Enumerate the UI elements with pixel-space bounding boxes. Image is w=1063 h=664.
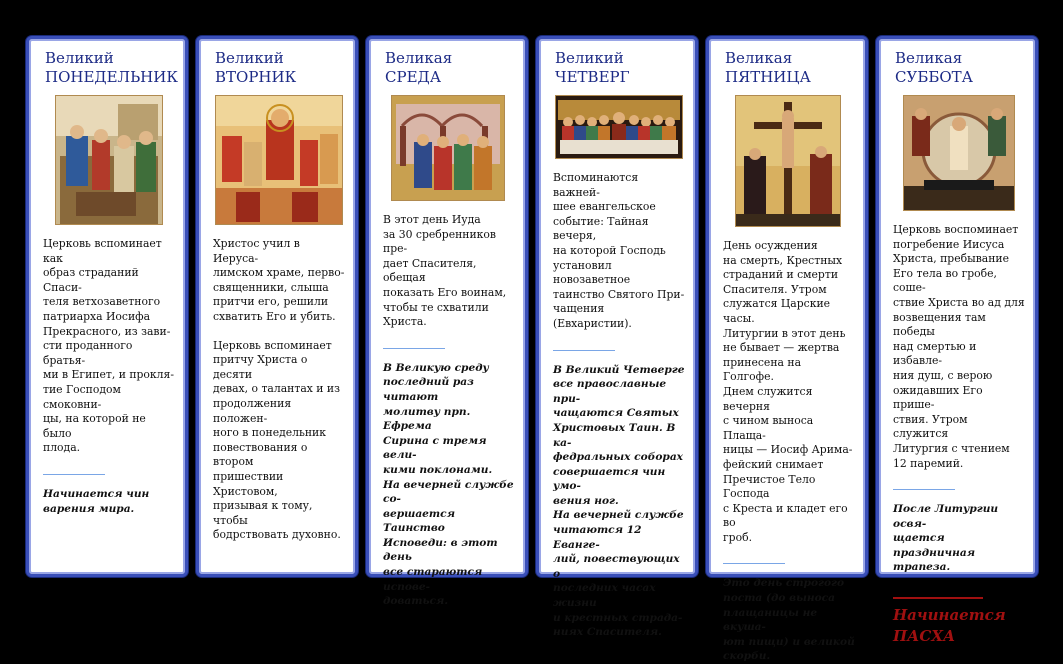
day-card-thursday — [536, 36, 698, 639]
judas-icon-image — [391, 95, 505, 201]
day-note: В Великую среду последний раз читают молитву прп. Ефрема Сирина с тремя вели- кими поклонами. На вечерней службе со- вершается Таинство Исповеди: в этот день все стараются испове- доваться. — [383, 361, 514, 608]
day-description: Церковь вспоминает как образ страданий Спаси- теля ветхозаветного патриарха Иосифа Прекрасного, из зави- сти проданного братья- ми в Египет, и прокля- тие Господом смоковни- цы, на которой не было плода. — [43, 237, 174, 455]
day-title: Великая ПЯТНИЦА — [725, 49, 811, 86]
day-note: Это день строгого поста (до выноса плащаницы не вкуша- ют пищи) и великой скорби. — [723, 577, 855, 663]
separator — [43, 474, 105, 475]
day-title: Великая СРЕДА — [385, 49, 453, 86]
day-title: Великий ПОНЕДЕЛЬНИК — [45, 49, 178, 86]
descent-into-hell-icon-image — [903, 95, 1015, 211]
day-title: Великая СУББОТА — [895, 49, 974, 86]
day-card-wednesday — [366, 36, 528, 608]
day-description: День осуждения на смерть, Крестных страданий и смерти Спасителя. Утром служатся Царские часы. Литургии в этот день не бывает — жертва принесена на Голгофе. Днем служится вечерня с чином выноса Плаща- ницы — Иосиф Арима- фейский снимает Пречистое Тело Господа с Креста и кладет его во гроб. — [723, 239, 853, 544]
separator — [383, 348, 445, 349]
separator — [893, 489, 955, 490]
day-description: Вспоминаются важней- шее евангельское событие: Тайная вечеря, на которой Господь установил новозаветное таинство Святого При- чащения (Евхаристии). — [553, 171, 685, 330]
joseph-icon-image — [55, 95, 163, 225]
separator — [723, 563, 785, 564]
crucifixion-icon-image — [735, 95, 841, 227]
easter-separator — [893, 597, 983, 599]
day-note: Начинается чин варения мира. — [43, 487, 150, 515]
christ-teaching-icon-image — [215, 95, 343, 225]
day-description: В этот день Иуда за 30 сребренников пре- дает Спасителя, обещая показать Его воинам, чтобы те схватили Христа. — [383, 213, 507, 329]
day-card-friday — [706, 36, 868, 663]
day-note: После Литургии освя- щается праздничная трапеза. — [893, 503, 999, 574]
day-note: В Великий Четверге все православные при- чащаются Святых Христовых Таин. В ка- федральных соборах совершается чин умо- вения ног. На вечерней службе читаются 12 Еванге- лий, повествующих о последних часах жизни и крестных страда- ниях Спасителя. — [553, 363, 685, 639]
day-card-tuesday — [196, 36, 358, 577]
easter-announcement: Начинается ПАСХА — [893, 606, 1006, 646]
day-card-monday — [26, 36, 188, 577]
day-title: Великий ВТОРНИК — [215, 49, 297, 86]
day-description: Церковь воспоминает погребение Иисуса Христа, пребывание Его тела во гробе, соше- ствие Христа во ад для возвещения там победы над смертью и избавле- ния душ, с верою ожидавших Его прише- ствия. Утром служится Литургия с чтением 12 паремий. — [893, 223, 1025, 470]
day-description: Христос учил в Иеруса- лимском храме, перво- священники, слыша притчи его, решили схватить Его и убить. Церковь вспоминает притчу Христа о десяти девах, о талантах и из продолжения положен- ного в понедельник повествования о втором пришествии Христовом, призывая к тому, чтобы бодрствовать духовно. — [213, 237, 345, 542]
separator — [553, 350, 615, 351]
day-title: Великий ЧЕТВЕРГ — [555, 49, 630, 86]
day-card-saturday — [876, 36, 1038, 646]
last-supper-icon-image — [555, 95, 683, 159]
